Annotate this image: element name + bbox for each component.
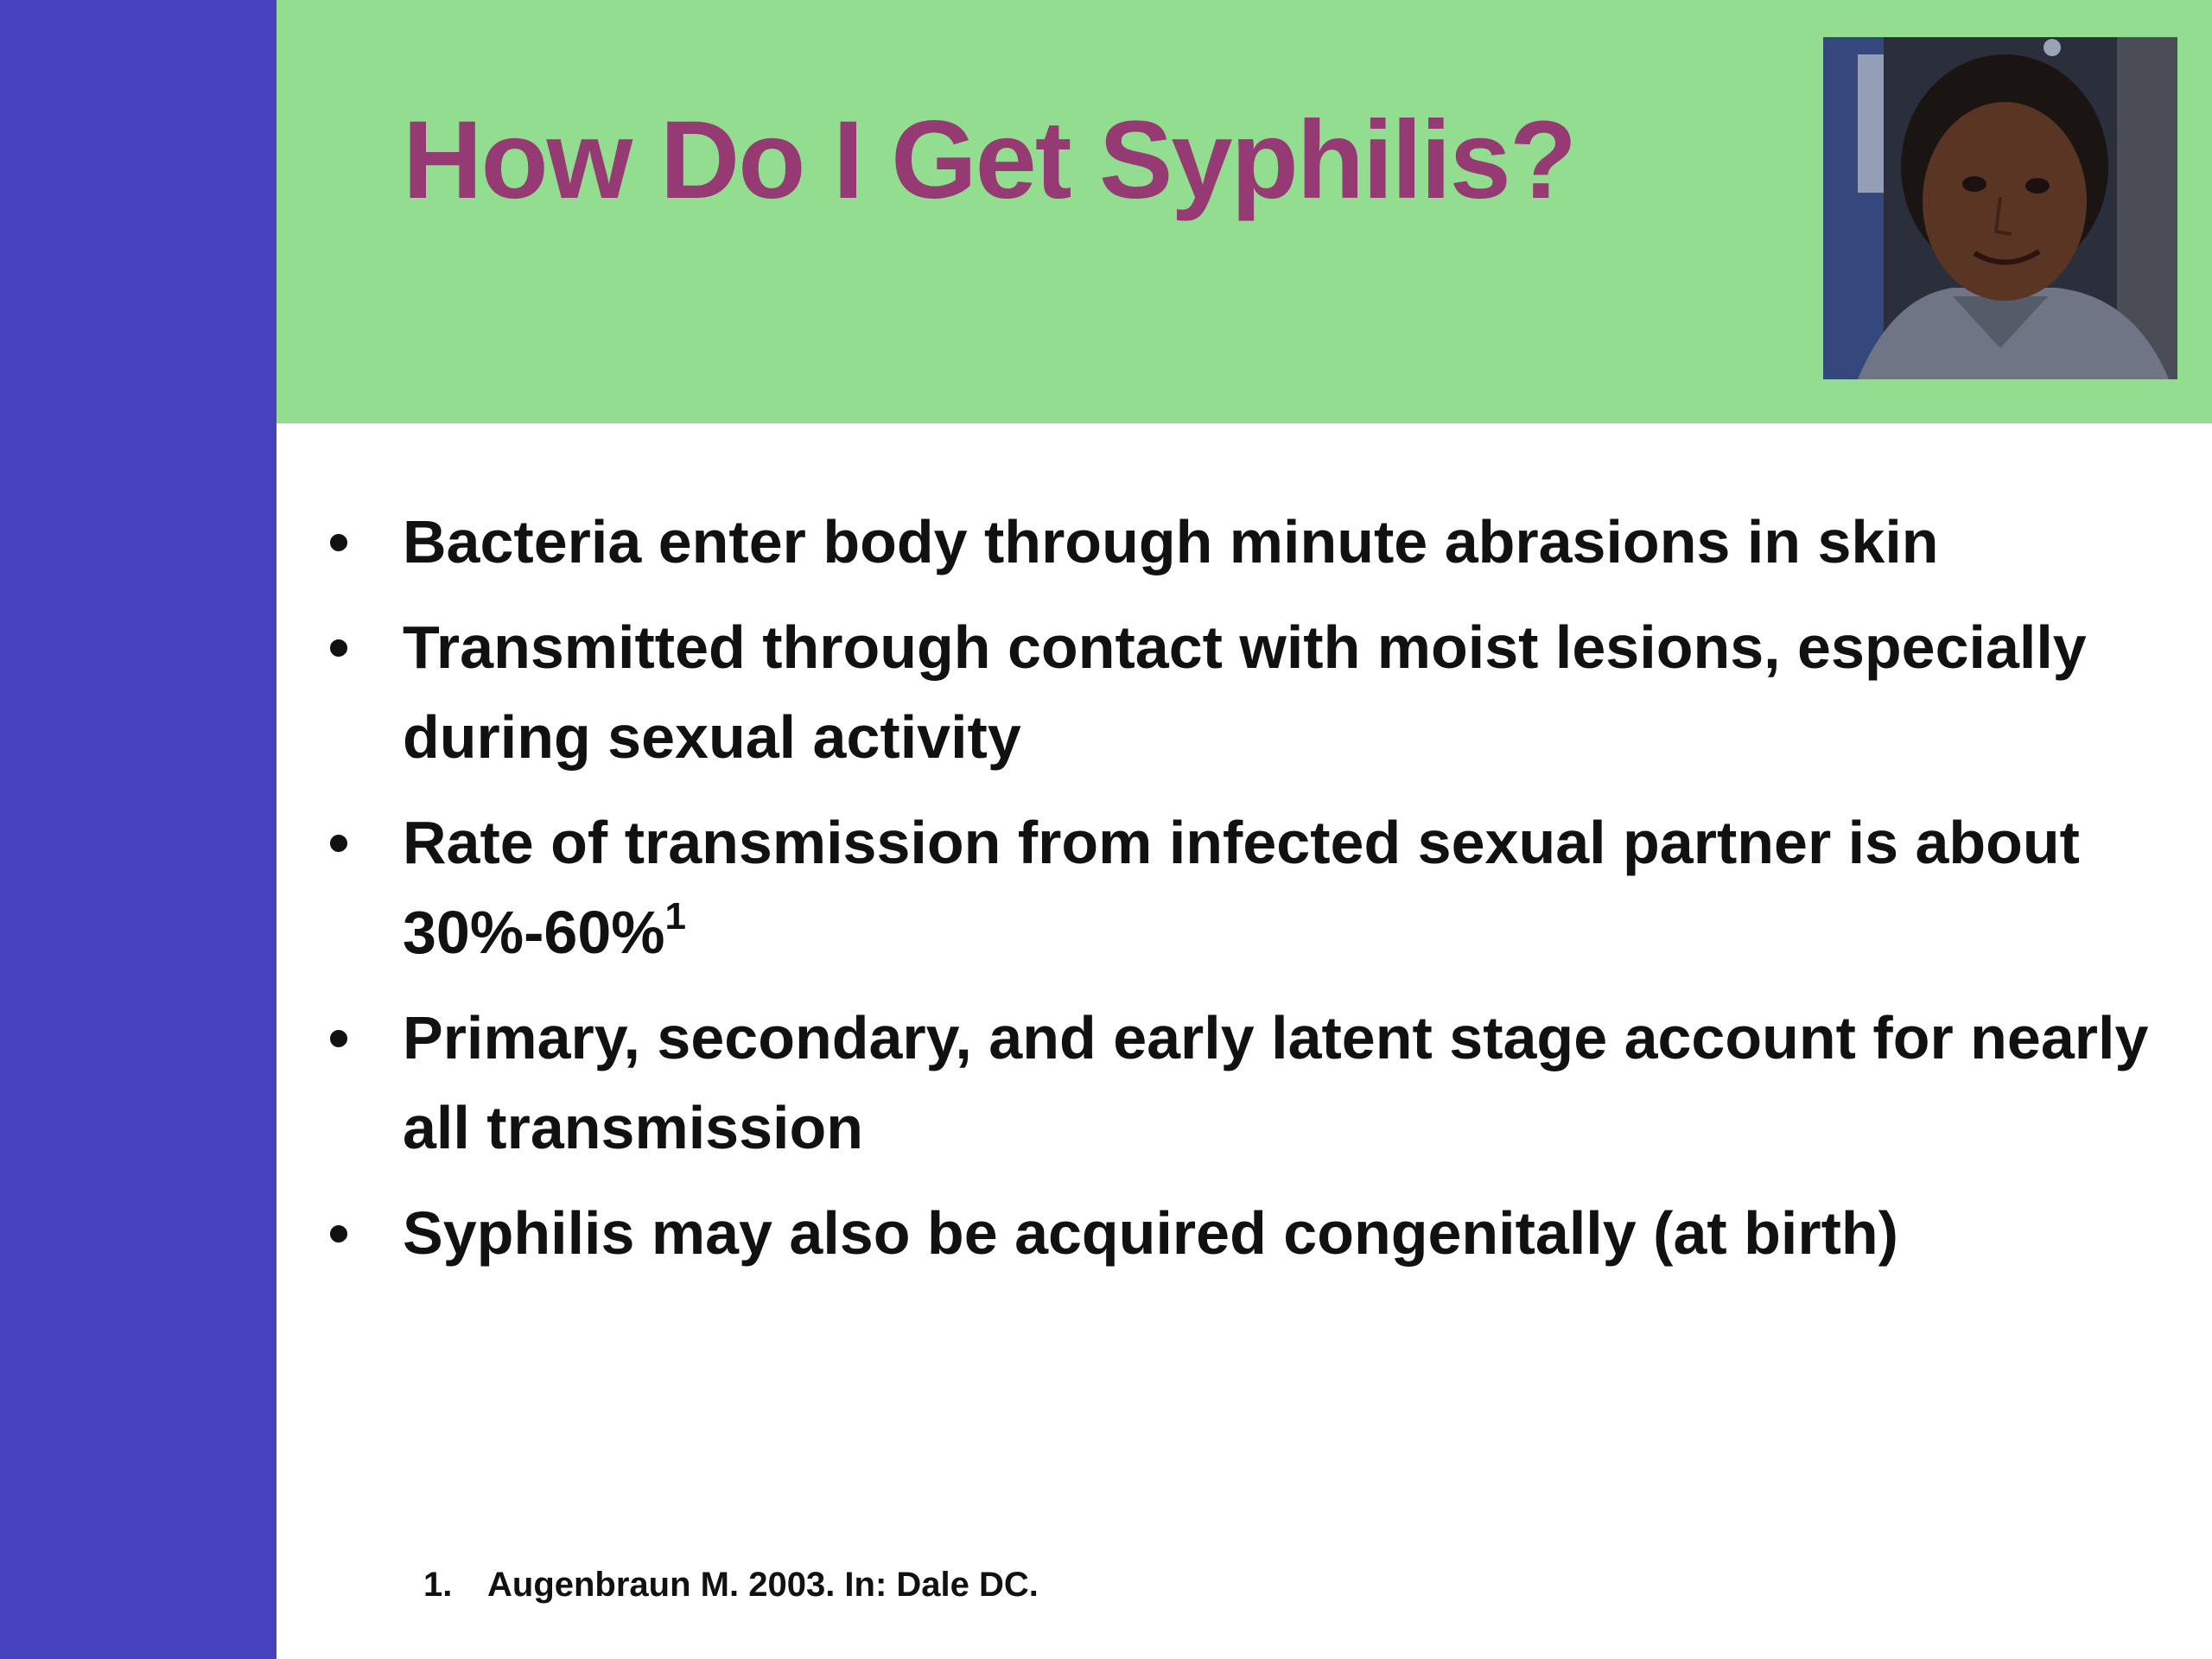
footnote-number: 1. <box>423 1566 453 1604</box>
left-accent-bar <box>0 0 276 1659</box>
bullet-text: Primary, secondary, and early latent stage account for nearly all transmission <box>403 1004 2149 1161</box>
bullet-marker: • <box>327 1004 350 1071</box>
bullet-text: Transmitted through contact with moist lesions, especially during sexual activity <box>403 613 2087 771</box>
bullet-list <box>321 497 2179 1294</box>
bullet-text: Rate of transmission from infected sexual partner is about 30%-60% <box>403 809 2080 966</box>
bullet-marker: • <box>327 1199 350 1267</box>
bullet-item <box>321 798 2179 977</box>
footnote-reference: 1 <box>664 895 686 938</box>
bullet-item <box>321 497 2179 587</box>
bullet-marker: • <box>327 508 350 575</box>
bullet-text: Syphilis may also be acquired congenitally (at birth) <box>403 1199 1898 1267</box>
bullet-item <box>321 993 2179 1173</box>
bullet-text: Bacteria enter body through minute abrasions in skin <box>403 508 1939 575</box>
slide-title: How Do I Get Syphilis? <box>403 99 1575 222</box>
footnote-text: Augenbraun M. 2003. In: Dale DC. <box>487 1566 1039 1604</box>
bullet-marker: • <box>327 809 350 876</box>
bullet-item <box>321 1188 2179 1278</box>
bullet-item <box>321 602 2179 782</box>
footnote <box>423 1566 1039 1605</box>
bullet-marker: • <box>327 613 350 681</box>
portrait-photo <box>1823 37 2177 379</box>
